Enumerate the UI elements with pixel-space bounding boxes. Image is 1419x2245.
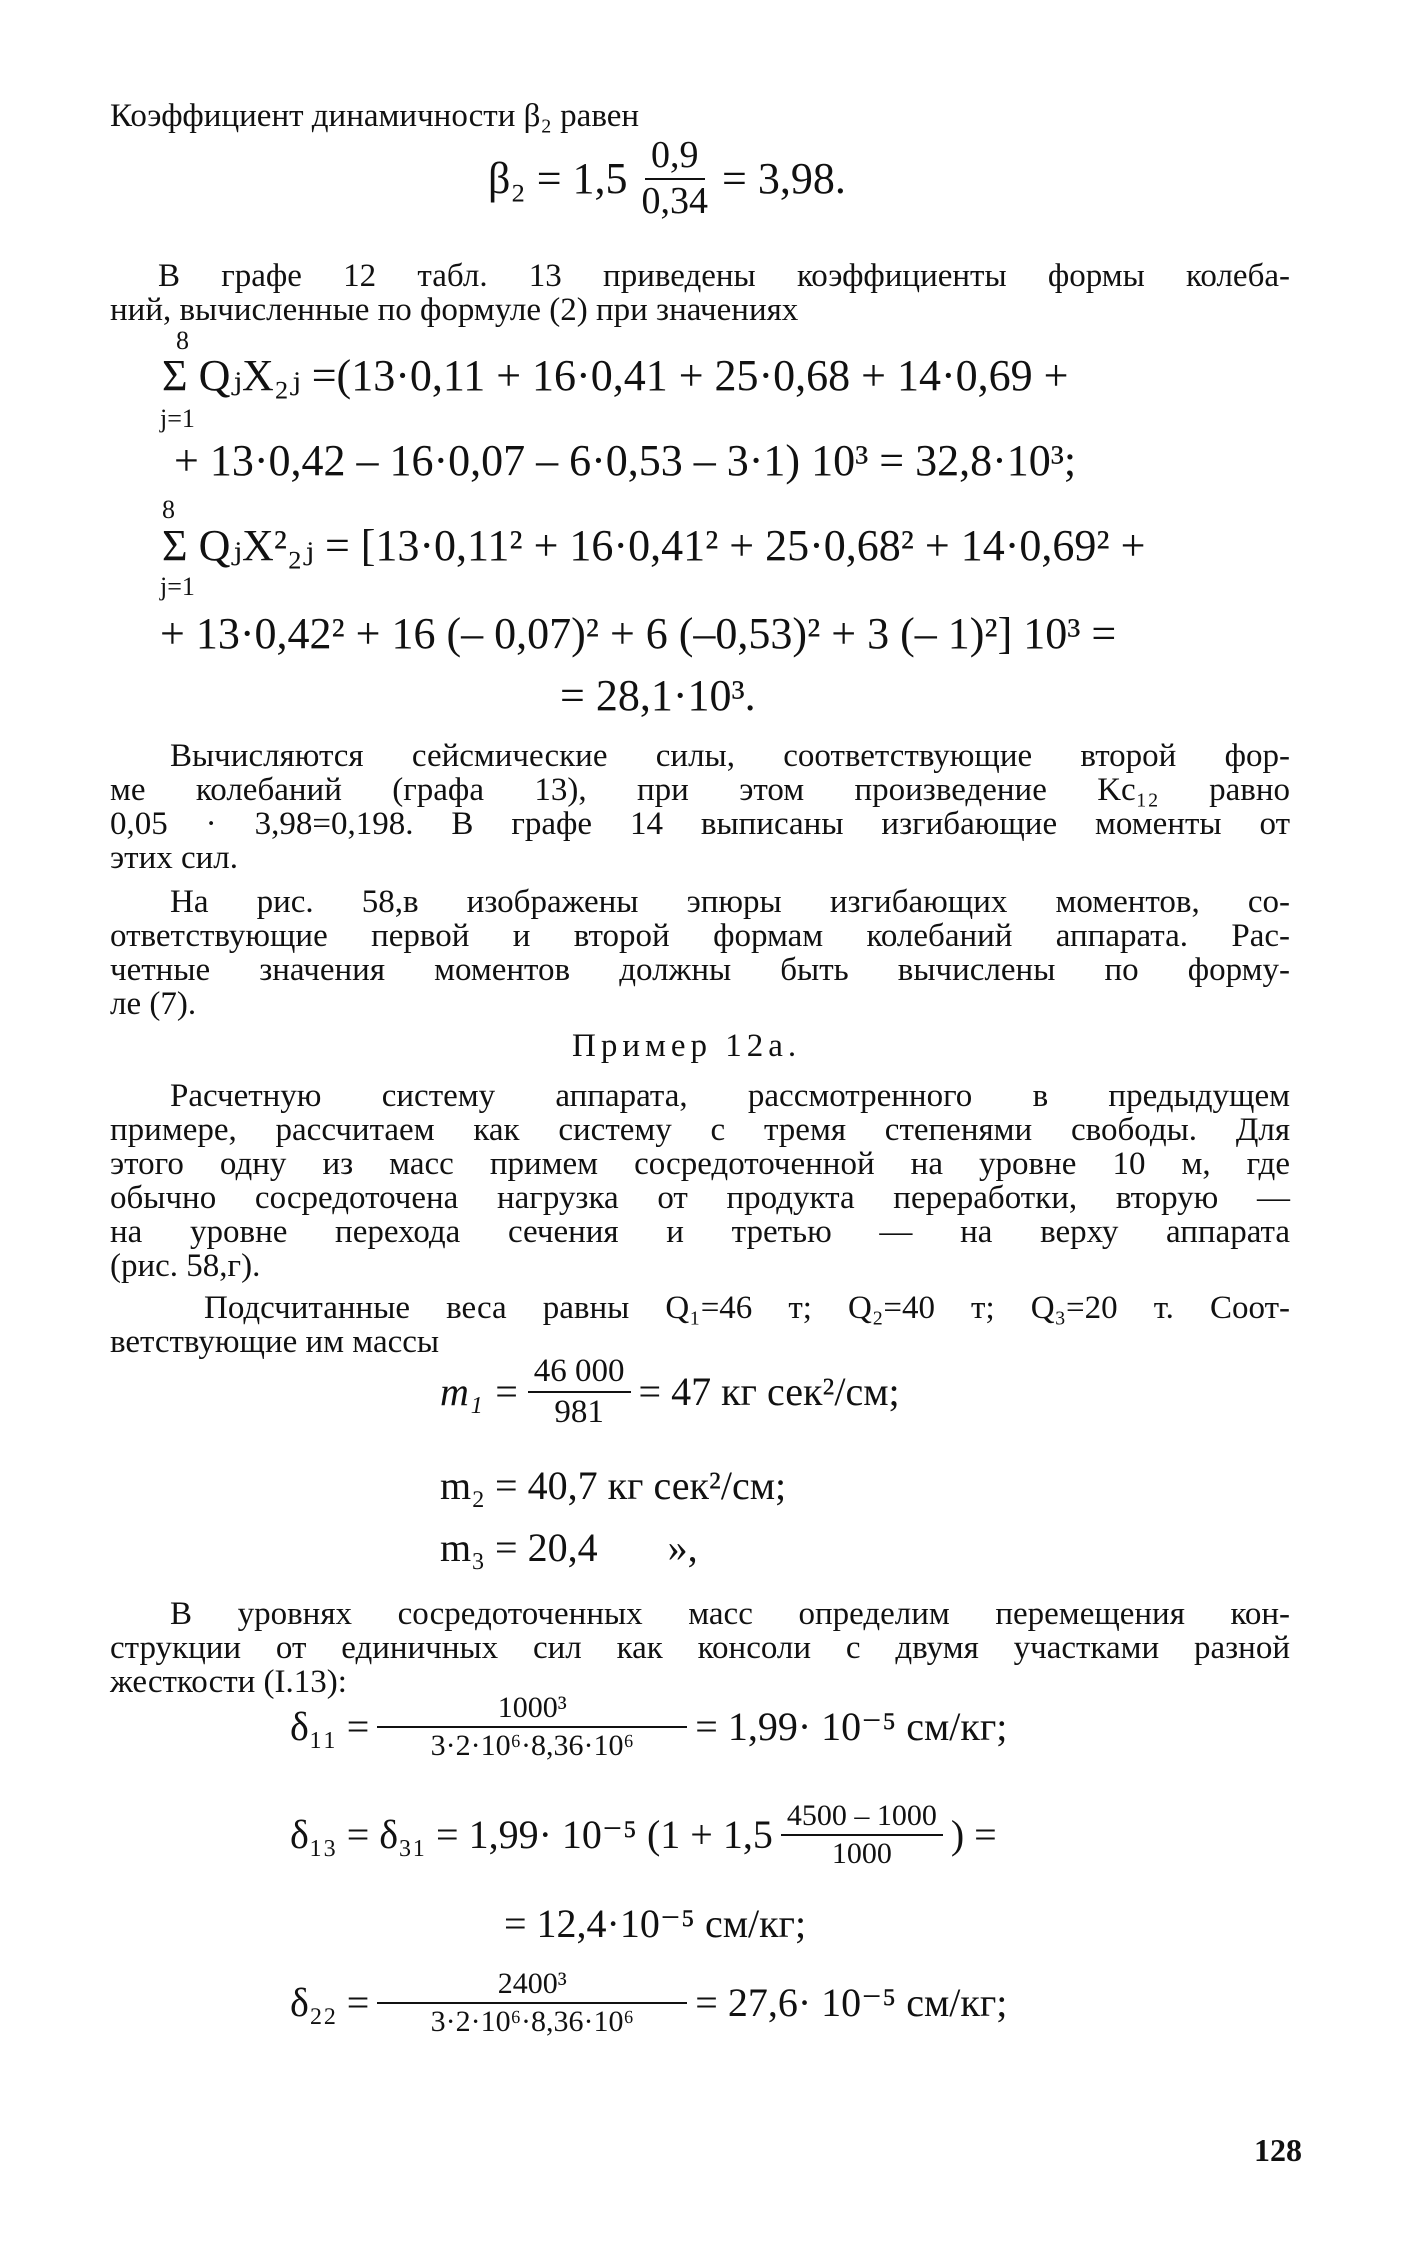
equation-rhs: = 27,6· 10⁻⁵ см/кг; [695, 1980, 1008, 2025]
equation-delta11 [290, 1692, 1007, 1761]
equation-lhs: β₂ = 1,5 [488, 154, 628, 204]
text-line: В уровнях сосредоточенных масс определим перемещения кон- [170, 1596, 1290, 1632]
section-heading: Пример 12а. [572, 1028, 802, 1064]
equation-m1 [440, 1354, 900, 1429]
equation-line: + 13·0,42 – 16·0,07 – 6·0,53 – 3·1) 10³ = 32,8·10³; [174, 436, 1077, 485]
numerator: 0,9 [645, 136, 705, 180]
page-number: 128 [1254, 2132, 1302, 2168]
text-line: примере, рассчитаем как систему с тремя степенями свободы. Для [110, 1112, 1290, 1148]
equation-line: Σ QⱼX₂ⱼ =(13·0,11 + 16·0,41 + 25·0,68 + 14·0,69 + [162, 351, 1069, 400]
text-line: струкции от единичных сил как консоли с двумя участками разной [110, 1630, 1290, 1666]
text-line: ответствующие первой и второй формам колебаний аппарата. Рас- [110, 918, 1290, 954]
text-line: В графе 12 табл. 13 приведены коэффициенты формы колеба- [158, 258, 1290, 294]
text-line: Вычисляются сейсмические силы, соответствующие второй фор- [170, 738, 1290, 774]
text-line: Коэффициент динамичности β₂ равен [110, 98, 640, 134]
text-line: ме колебаний (графа 13), при этом произведение Kс₁₂ равно [110, 772, 1290, 808]
text-line: 0,05 · 3,98=0,198. В графе 14 выписаны изгибающие моменты от [110, 806, 1290, 842]
text-line: ний, вычисленные по формуле (2) при значениях [110, 292, 799, 328]
equation-lhs: δ₁₁ = [290, 1704, 370, 1749]
equation-rhs: ) = [950, 1812, 997, 1857]
fraction [636, 136, 715, 222]
numerator: 46 000 [528, 1354, 631, 1393]
equation-m2: m₂ = 40,7 кг сек²/см; [440, 1463, 787, 1508]
text-line: этого одну из масс примем сосредоточенной на уровне 10 м, где [110, 1146, 1290, 1182]
sum-upper-limit: 8 [176, 326, 189, 355]
equation-lhs: δ₂₂ = [290, 1980, 370, 2025]
denominator: 3·2·10⁶·8,36·10⁶ [430, 1728, 634, 1762]
text-line: четные значения моментов должны быть вычислены по форму- [110, 952, 1290, 988]
numerator: 1000³ [377, 1692, 687, 1728]
equation-lhs: δ₁₃ = δ₃₁ = 1,99· 10⁻⁵ (1 + 1,5 [290, 1812, 773, 1857]
denominator: 981 [554, 1393, 604, 1430]
numerator: 4500 – 1000 [781, 1800, 943, 1836]
text-line: Подсчитанные веса равны Q₁=46 т; Q₂=40 т; Q₃=20 т. Соот- [204, 1290, 1290, 1326]
text-line: на уровне перехода сечения и третью — на верху аппарата [110, 1214, 1290, 1250]
text-line: жесткости (I.13): [110, 1664, 347, 1700]
text-line: На рис. 58,в изображены эпюры изгибающих моментов, со- [170, 884, 1290, 920]
sum-lower-limit: j=1 [160, 404, 195, 433]
text-line: обычно сосредоточена нагрузка от продукта переработки, вторую — [110, 1180, 1290, 1216]
sum-upper-limit: 8 [162, 495, 175, 524]
equation-line: = 12,4·10⁻⁵ см/кг; [504, 1901, 807, 1946]
text-line: ветствующие им массы [110, 1324, 440, 1360]
fraction [528, 1354, 631, 1429]
equation-m3: m₃ = 20,4 », [440, 1525, 698, 1570]
equation-beta2 [488, 136, 846, 222]
sum-lower-limit: j=1 [160, 572, 195, 601]
equation-rhs: = 47 кг сек²/см; [638, 1369, 900, 1415]
equation-lhs: m₁ = [440, 1369, 520, 1415]
equation-rhs: = 3,98. [722, 154, 846, 204]
equation-line: Σ QⱼX²₂ⱼ = [13·0,11² + 16·0,41² + 25·0,68² + 14·0,69² + [162, 521, 1146, 570]
equation-line: = 28,1·10³. [560, 671, 756, 720]
equation-rhs: = 1,99· 10⁻⁵ см/кг; [695, 1704, 1008, 1749]
equation-delta22 [290, 1968, 1007, 2037]
text-line: ле (7). [110, 986, 197, 1022]
text-line: Расчетную систему аппарата, рассмотренного в предыдущем [170, 1078, 1290, 1114]
text-line: (рис. 58,г). [110, 1248, 261, 1284]
equation-delta13 [290, 1800, 997, 1869]
denominator: 1000 [831, 1836, 892, 1870]
text-line: этих сил. [110, 840, 239, 876]
numerator: 2400³ [377, 1968, 687, 2004]
equation-line: + 13·0,42² + 16 (– 0,07)² + 6 (–0,53)² + 3 (– 1)²] 10³ = [160, 609, 1117, 658]
denominator: 0,34 [641, 179, 709, 222]
denominator: 3·2·10⁶·8,36·10⁶ [430, 2004, 634, 2038]
fraction [781, 1800, 943, 1869]
fraction [377, 1968, 687, 2037]
fraction [377, 1692, 687, 1761]
